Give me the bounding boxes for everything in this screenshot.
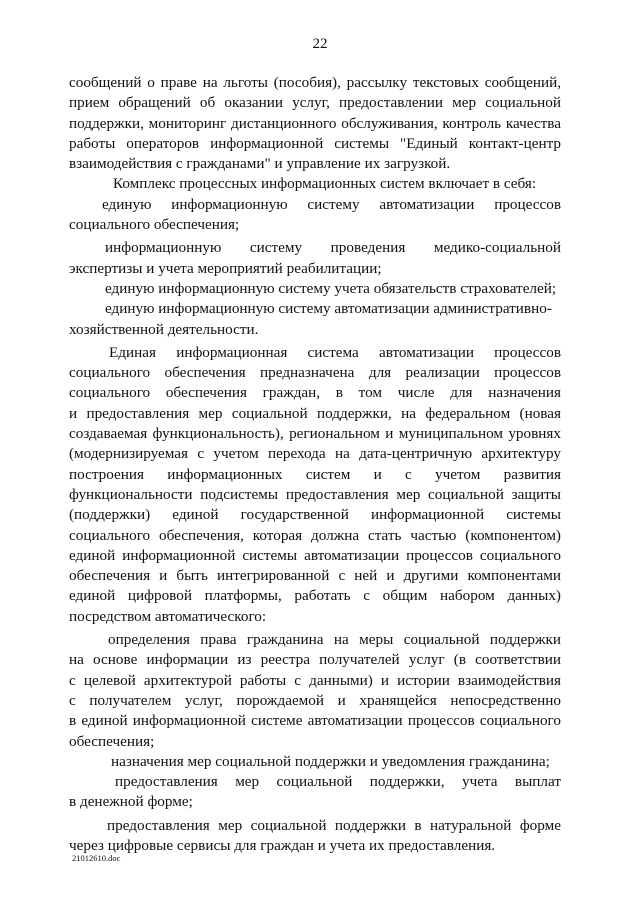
- text-line: создаваемая функциональность), региональном и муниципальном уровнях: [69, 425, 561, 443]
- text-line: социального обеспечения;: [69, 216, 240, 234]
- text-line: с целевой архитектурой работы с данными) и истории взаимодействия: [69, 671, 561, 689]
- text-line: хозяйственной деятельности.: [69, 320, 259, 338]
- text-line: и предоставления мер социальной поддержки, на федеральном (новая: [69, 404, 561, 422]
- text-line: единой информационной системы автоматизации процессов социального: [69, 546, 561, 564]
- text-line: информационную систему проведения медико-социальной: [105, 239, 561, 257]
- text-line: обеспечения и быть интегрированной с ней и другими компонентами: [69, 567, 561, 585]
- text-line: в единой информационной системе автоматизации процессов социального: [69, 712, 561, 730]
- text-line: единую информационную систему автоматизации процессов: [102, 195, 561, 213]
- text-line: социального обеспечения граждан, в том числе для назначения: [69, 384, 561, 402]
- text-line: сообщений о праве на льготы (пособия), рассылку текстовых сообщений,: [69, 74, 561, 91]
- page-number: 22: [312, 36, 328, 52]
- text-line: с получателем услуг, порождаемой и хранящейся непосредственно: [69, 691, 561, 709]
- text-line: функциональности подсистемы предоставления мер социальной защиты: [69, 485, 561, 503]
- text-line: через цифровые сервисы для граждан и учета их предоставления.: [69, 836, 496, 854]
- text-line: (модернизируемая с учетом перехода на дата-центричную архитектуру: [69, 445, 561, 463]
- text-line: обеспечения;: [69, 732, 155, 750]
- text-line: определения права гражданина на меры социальной поддержки: [108, 631, 561, 649]
- document-body: [69, 73, 561, 856]
- text-line: посредством автоматического:: [69, 607, 267, 625]
- text-line: на основе информации из реестра получателей услуг (в соответствии: [69, 651, 561, 669]
- text-line: единую информационную систему учета обязательств страхователей;: [105, 279, 557, 297]
- text-line: социального обеспечения предназначена для реализации процессов: [69, 364, 561, 382]
- text-line: поддержки, мониторинг дистанционного обслуживания, контроль качества: [69, 114, 561, 132]
- text-line: предоставления мер социальной поддержки в натуральной форме: [107, 816, 561, 834]
- text-line: единой цифровой платформы, работать с общим набором данных): [69, 587, 561, 605]
- text-line: Единая информационная система автоматизации процессов: [109, 343, 561, 361]
- text-line: Комплекс процессных информационных систем включает в себя:: [113, 175, 537, 193]
- text-line: социального обеспечения, которая должна стать частью (компонентом): [69, 526, 561, 544]
- text-line: единую информационную систему автоматизации административно-: [105, 300, 552, 318]
- text-line: экспертизы и учета мероприятий реабилитации;: [69, 259, 382, 277]
- text-line: (поддержки) единой государственной информационной системы: [69, 506, 561, 524]
- text-line: в денежной форме;: [69, 793, 193, 811]
- document-filename: 21012610.doc: [72, 853, 121, 863]
- text-line: взаимодействия с гражданами" и управление их загрузкой.: [69, 155, 451, 173]
- text-line: работы операторов информационной системы "Единый контакт-центр: [69, 134, 561, 152]
- text-line: построения информационных систем и с учетом развития: [69, 465, 561, 483]
- text-line: прием обращений об оказании услуг, предоставлении мер социальной: [69, 94, 561, 112]
- text-line: назначения мер социальной поддержки и уведомления гражданина;: [111, 752, 550, 770]
- text-line: предоставления мер социальной поддержки, учета выплат: [115, 773, 561, 791]
